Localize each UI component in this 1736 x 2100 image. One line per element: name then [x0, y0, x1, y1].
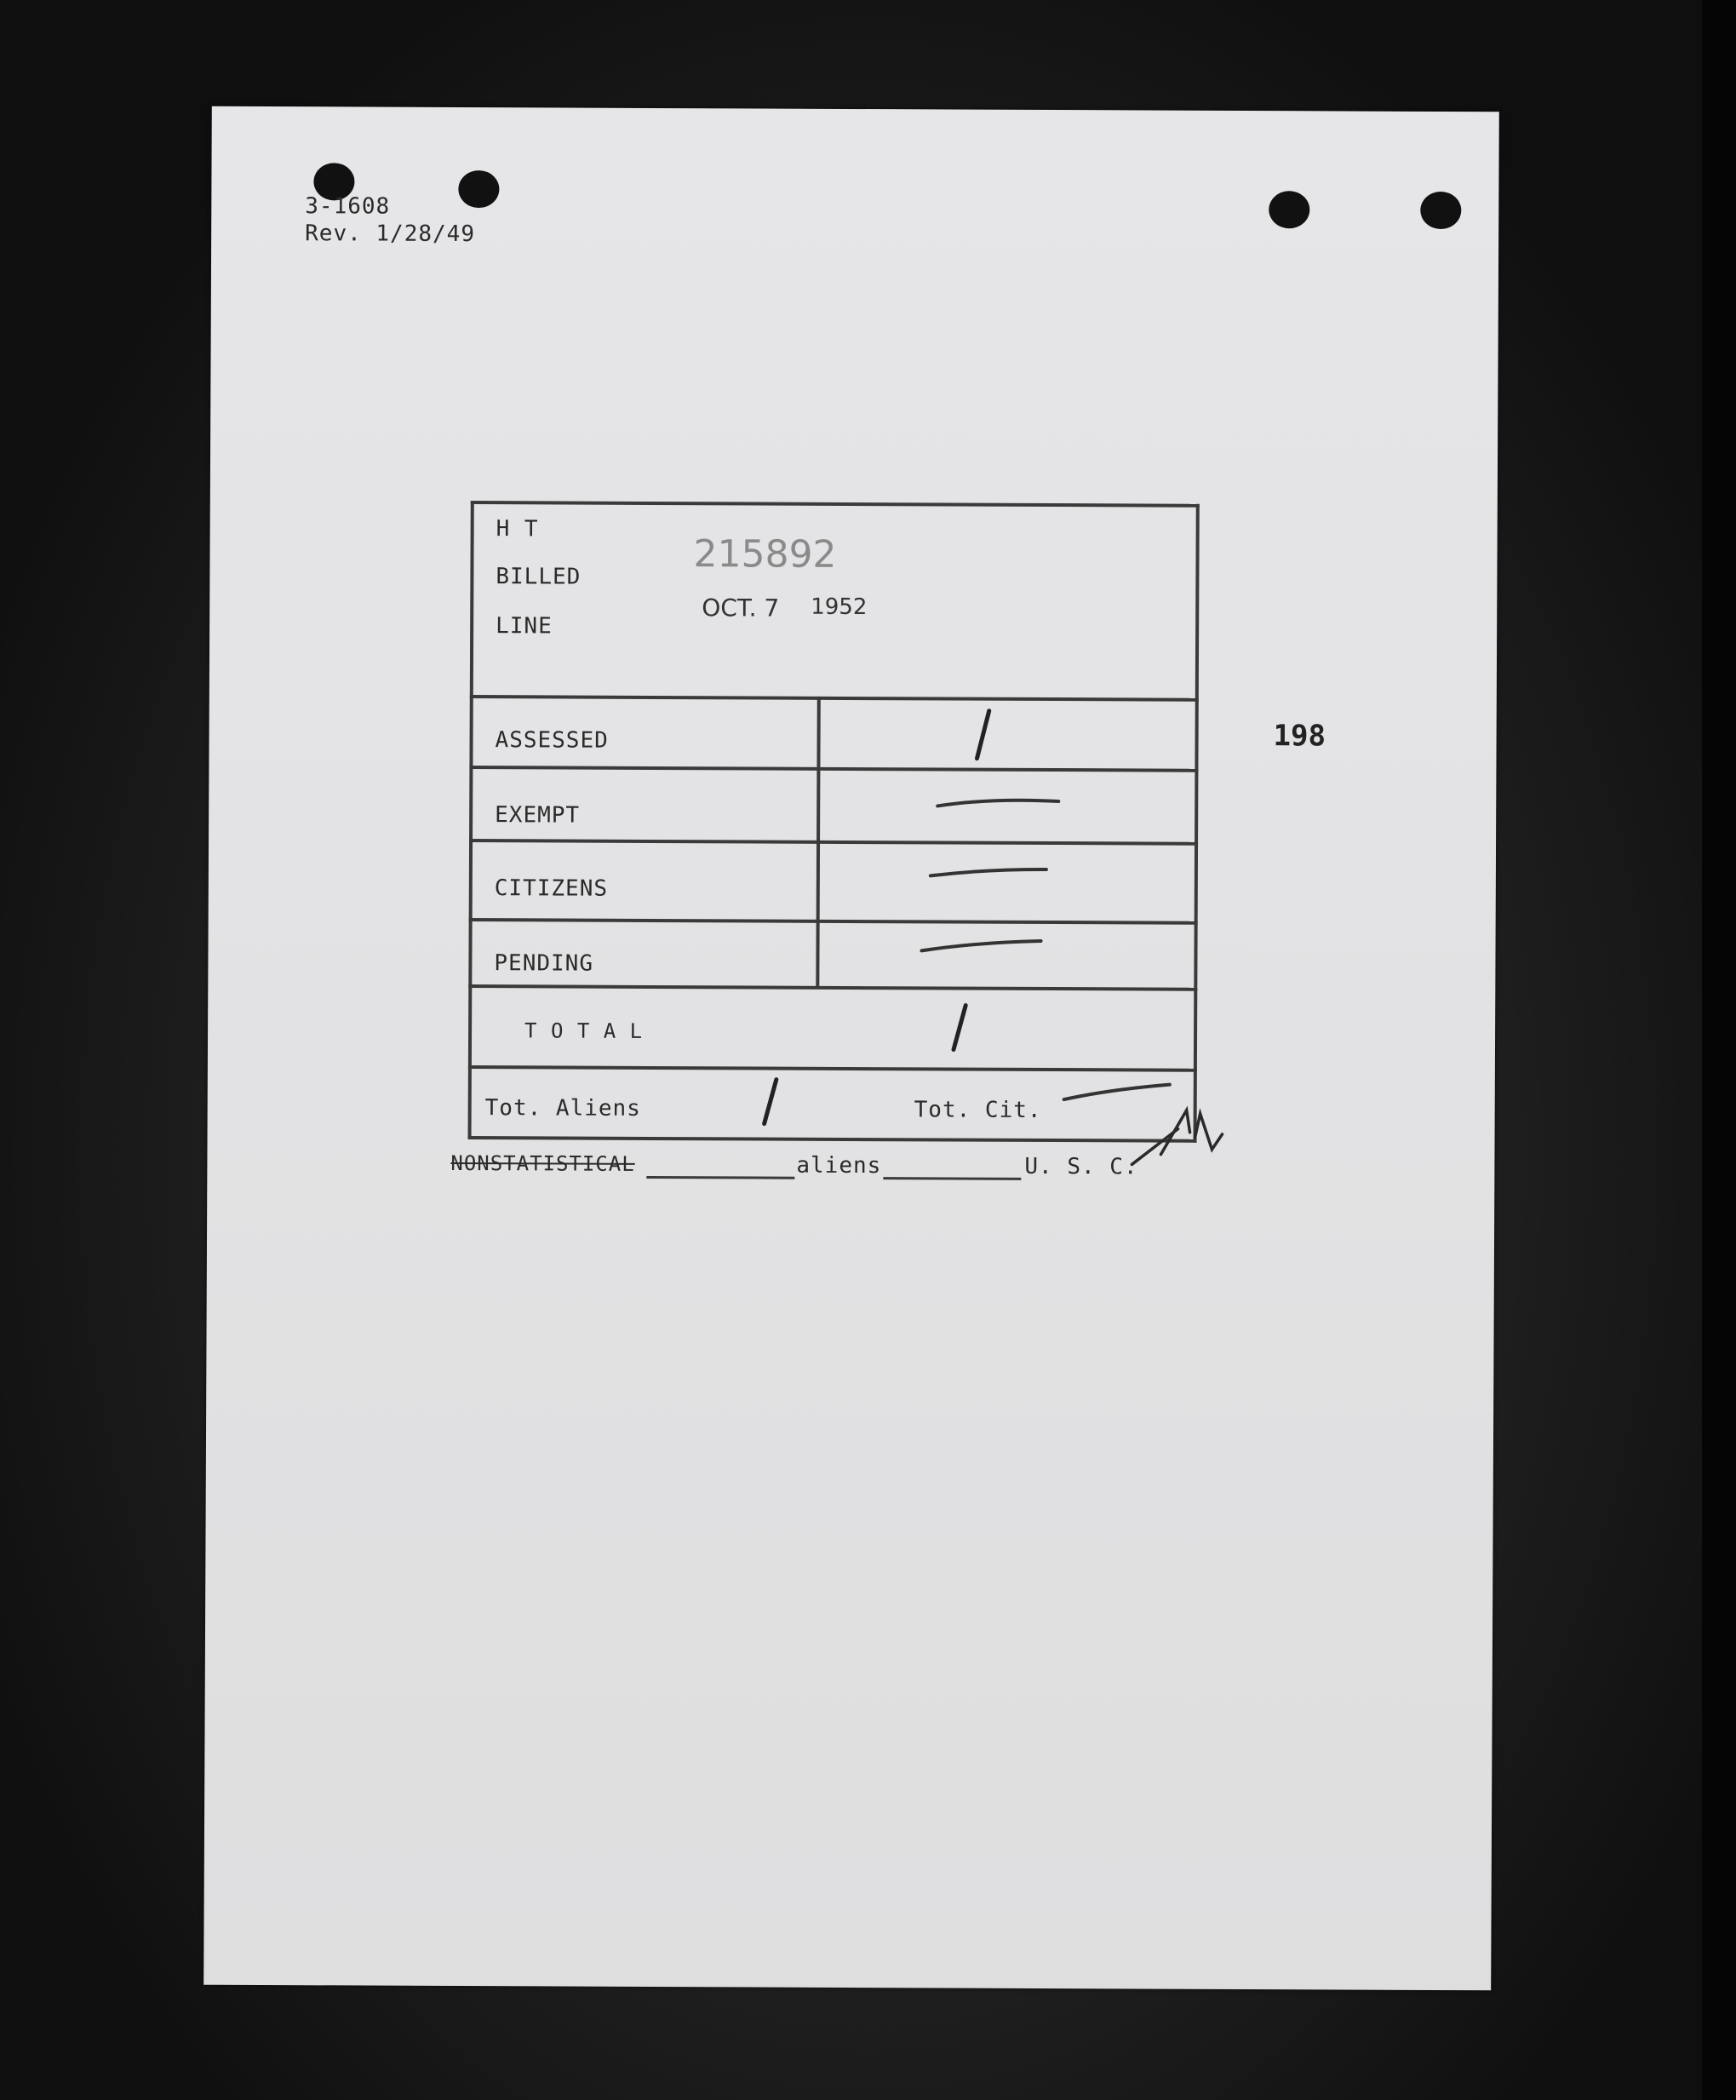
form-revision: Rev. 1/28/49	[305, 221, 476, 248]
aliens-label: aliens	[796, 1152, 882, 1179]
stamped-date-year: 1952	[811, 594, 868, 621]
nonstatistical-label: NONSTATISTICAL	[450, 1150, 635, 1176]
billed-label: BILLED	[496, 564, 582, 590]
scan-edge	[1702, 0, 1736, 2100]
total-value-mark	[937, 998, 988, 1058]
pending-value-dash	[916, 933, 1052, 960]
punch-hole-4	[1420, 192, 1461, 229]
assessed-value-mark	[958, 706, 1009, 766]
punch-hole-3	[1269, 191, 1309, 228]
stamped-date-month: OCT. 7	[702, 594, 780, 623]
citizens-value-dash	[925, 860, 1062, 886]
tot-aliens-label: Tot. Aliens	[484, 1095, 641, 1122]
line-label: LINE	[496, 613, 553, 640]
aliens-blank	[883, 1177, 1021, 1180]
total-label: T O T A L	[524, 1018, 644, 1043]
tot-cit-label: Tot. Cit.	[914, 1097, 1042, 1123]
citizens-label: CITIZENS	[494, 875, 609, 902]
tot-aliens-value-mark	[746, 1072, 797, 1132]
page-number: 198	[1273, 719, 1326, 754]
assessed-label: ASSESSED	[495, 727, 609, 754]
nonstatistical-blank	[646, 1176, 794, 1179]
handwritten-initials	[1126, 1103, 1229, 1172]
form-number: 3-1608	[305, 193, 391, 220]
stamped-number: 215892	[693, 532, 837, 577]
punch-hole-2	[458, 170, 499, 208]
exempt-value-dash	[932, 790, 1069, 817]
exempt-label: EXEMPT	[495, 802, 581, 829]
ht-label: H T	[496, 516, 539, 542]
pending-label: PENDING	[494, 950, 594, 977]
document-page	[203, 106, 1499, 1991]
usc-label: U. S. C.	[1024, 1153, 1138, 1180]
